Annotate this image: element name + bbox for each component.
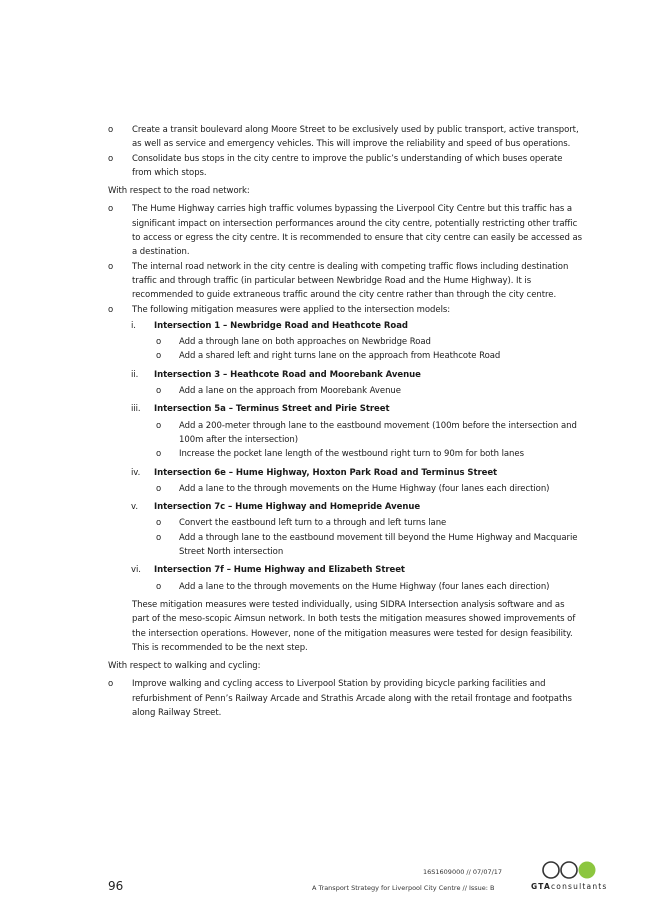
document-title: A Transport Strategy for Liverpool City Centre // Issue: B xyxy=(312,884,495,892)
roman-numeral: vi. xyxy=(131,565,141,576)
list-item-text: Consolidate bus stops in the city centre to improve the public’s understanding of which buses operate from which stops. xyxy=(132,153,563,178)
page-number: 96 xyxy=(108,879,124,893)
bullet-marker: o xyxy=(156,518,162,529)
measure-item xyxy=(156,349,583,363)
list-item xyxy=(108,677,583,720)
roman-numeral: ii. xyxy=(131,369,139,380)
list-item-text: The Hume Highway carries high traffic volumes bypassing the Liverpool City Centre but this traffic has a significant impact on intersection performances around the city centre, potentially restricting other traffic to access or egress the city centre. It is recommended to ensure that city centre can easily be accessed as a destination. xyxy=(132,204,583,258)
bullet-marker: o xyxy=(108,679,114,690)
measure-text: Add a through lane to the eastbound movement till beyond the Hume Highway and Macquarie Street North intersection xyxy=(179,532,578,558)
bullet-marker: o xyxy=(108,261,114,272)
measure-item xyxy=(156,482,583,496)
measure-text: Add a through lane on both approaches on Newbridge Road xyxy=(179,337,431,348)
list-item xyxy=(108,123,583,152)
document-reference: 16S1609000 // 07/07/17 xyxy=(423,868,503,876)
list-item xyxy=(108,202,583,259)
roman-numeral: i. xyxy=(131,320,136,331)
list-item-text: Create a transit boulevard along Moore Street to be exclusively used by public transport, active transport, as well as service and emergency vehicles. This will improve the reliability and speed of bus operations. xyxy=(132,125,579,150)
measure-text: Add a lane to the through movements on the Hume Highway (four lanes each direction) xyxy=(179,483,550,494)
bullet-marker: o xyxy=(108,125,114,135)
mitigation-summary: These mitigation measures were tested individually, using SIDRA Intersection analysis software and as part of the meso-scopic Aimsun network. In both tests the mitigation measures showed improvements of the intersection operations. However, none of the mitigation measures were tested for design feasibility. This is recommended to be the next step. xyxy=(132,599,576,653)
list-item-text: The following mitigation measures were applied to the intersection models: xyxy=(132,304,451,315)
measure-item xyxy=(156,335,583,349)
list-item-text: Improve walking and cycling access to Liverpool Station by providing bicycle parking facilities and refurbishment of Penn’s Railway Arcade and Strathis Arcade along with the retail frontage and footpaths along Railway Street. xyxy=(132,679,572,718)
intersection-title: Intersection 7c – Hume Highway and Homepride Avenue xyxy=(154,502,421,513)
logo-green-dot-icon xyxy=(579,862,596,879)
intersection-heading xyxy=(131,402,583,416)
bullet-marker: o xyxy=(156,351,162,362)
intersection-heading xyxy=(131,368,583,382)
measure-item xyxy=(156,580,583,594)
logo-rest-text: consultants xyxy=(550,882,608,891)
measure-text: Add a lane on the approach from Moorebank Avenue xyxy=(179,386,401,397)
intersection-title: Intersection 5a – Terminus Street and Pirie Street xyxy=(154,404,390,415)
body-text xyxy=(108,123,583,720)
intersection-heading xyxy=(131,500,583,514)
measure-text: Add a shared left and right turns lane on the approach from Heathcote Road xyxy=(179,351,501,362)
list-item-text: The internal road network in the city centre is dealing with competing traffic flows including destination traffic and through traffic (in particular between Newbridge Road and the Hume Highway). It is recommended to guide extraneous traffic around the city centre rather than through the city centre. xyxy=(132,261,569,301)
bullet-marker: o xyxy=(156,386,162,397)
bullet-marker: o xyxy=(156,449,162,460)
logo-bold-text: GTA xyxy=(531,882,551,891)
logo-ring-icon xyxy=(543,862,559,878)
roman-numeral: v. xyxy=(131,502,138,513)
logo-ring-icon xyxy=(561,862,577,878)
intersection-title: Intersection 6e – Hume Highway, Hoxton Park Road and Terminus Street xyxy=(154,467,498,478)
roman-numeral: iv. xyxy=(131,467,141,478)
bullet-marker: o xyxy=(156,532,162,543)
list-item xyxy=(108,260,583,303)
measure-item xyxy=(156,419,583,448)
bullet-marker: o xyxy=(108,204,114,215)
measure-item xyxy=(156,384,583,398)
intersection-title: Intersection 7f – Hume Highway and Elizabeth Street xyxy=(154,565,405,576)
measure-text: Add a lane to the through movements on the Hume Highway (four lanes each direction) xyxy=(179,581,550,592)
bullet-marker: o xyxy=(156,420,162,431)
intersection-title: Intersection 3 – Heathcote Road and Moorebank Avenue xyxy=(154,369,421,380)
bullet-marker: o xyxy=(108,304,114,315)
measure-text: Increase the pocket lane length of the westbound right turn to 90m for both lanes xyxy=(179,449,524,460)
intersection-title: Intersection 1 – Newbridge Road and Heathcote Road xyxy=(154,320,408,331)
bullet-marker: o xyxy=(156,581,162,592)
intersection-heading xyxy=(131,563,583,577)
walking-intro: With respect to walking and cycling: xyxy=(108,661,261,672)
bullet-marker: o xyxy=(156,483,162,494)
measure-item xyxy=(156,531,583,560)
list-item xyxy=(108,303,583,317)
measure-item xyxy=(156,516,583,530)
bullet-marker: o xyxy=(108,153,114,164)
list-item xyxy=(108,152,583,181)
logo-wordmark xyxy=(531,882,608,891)
measure-text: Convert the eastbound left turn to a through and left turns lane xyxy=(179,518,447,529)
measure-text: Add a 200-meter through lane to the eastbound movement (100m before the intersection and 100m after the intersection) xyxy=(179,420,577,445)
intersection-heading xyxy=(131,319,583,333)
measure-item xyxy=(156,447,583,461)
intersection-heading xyxy=(131,466,583,480)
bullet-marker: o xyxy=(156,337,162,348)
roman-numeral: iii. xyxy=(131,404,141,415)
road-intro: With respect to the road network: xyxy=(108,186,250,197)
